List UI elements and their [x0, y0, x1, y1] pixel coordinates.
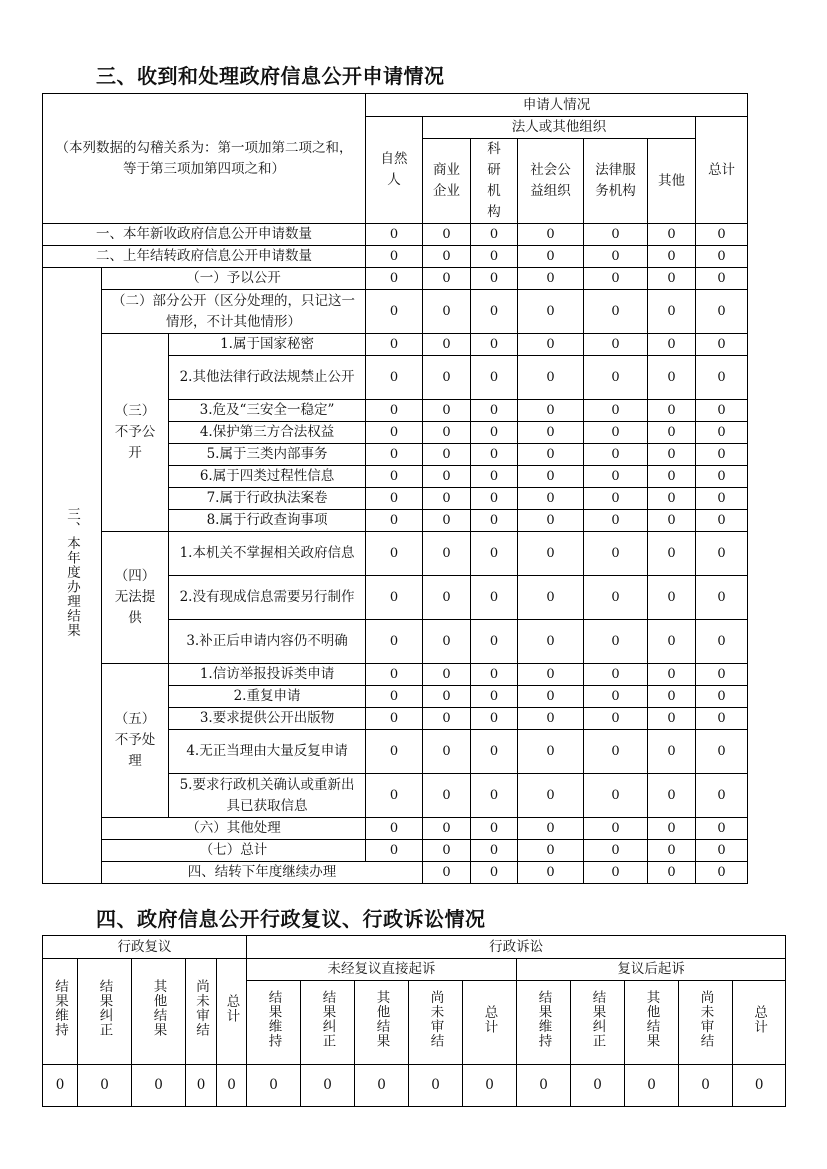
value-cell: 0 — [648, 686, 696, 708]
row-open: （一）予以公开 — [102, 268, 366, 290]
value-cell: 0 — [696, 466, 748, 488]
row-unable-item: 3.补正后申请内容仍不明确 — [169, 620, 366, 664]
value-cell: 0 — [696, 488, 748, 510]
value-cell: 0 — [366, 730, 423, 774]
value-cell: 0 — [584, 840, 648, 862]
value-cell: 0 — [366, 422, 423, 444]
value-cell: 0 — [648, 400, 696, 422]
row-results-total: （七）总计 — [102, 840, 366, 862]
value-cell: 0 — [247, 1065, 301, 1107]
value-cell: 0 — [366, 466, 423, 488]
application-table — [42, 93, 748, 884]
value-cell: 0 — [518, 664, 584, 686]
value-cell: 0 — [648, 356, 696, 400]
value-cell: 0 — [366, 488, 423, 510]
value-cell: 0 — [584, 686, 648, 708]
value-cell: 0 — [518, 488, 584, 510]
value-cell: 0 — [648, 290, 696, 334]
col-header: 结果维持 — [247, 981, 301, 1065]
value-cell: 0 — [648, 774, 696, 818]
value-cell: 0 — [584, 774, 648, 818]
value-cell: 0 — [584, 576, 648, 620]
value-cell: 0 — [696, 246, 748, 268]
value-cell: 0 — [355, 1065, 409, 1107]
value-cell: 0 — [584, 268, 648, 290]
value-cell: 0 — [471, 774, 518, 818]
value-cell: 0 — [648, 730, 696, 774]
value-cell: 0 — [366, 774, 423, 818]
value-cell: 0 — [584, 400, 648, 422]
group-unable-to-provide: （四）无法提供 — [102, 532, 169, 664]
value-cell: 0 — [584, 334, 648, 356]
section4-title: 四、政府信息公开行政复议、行政诉讼情况 — [96, 907, 486, 931]
value-cell: 0 — [518, 576, 584, 620]
value-cell: 0 — [471, 862, 518, 884]
value-cell: 0 — [518, 730, 584, 774]
value-cell: 0 — [423, 488, 471, 510]
value-cell: 0 — [366, 290, 423, 334]
row-not-processed-item: 2.重复申请 — [169, 686, 366, 708]
value-cell: 0 — [471, 620, 518, 664]
value-cell: 0 — [696, 290, 748, 334]
value-cell: 0 — [423, 246, 471, 268]
value-cell: 0 — [518, 620, 584, 664]
value-cell: 0 — [78, 1065, 132, 1107]
value-cell: 0 — [217, 1065, 247, 1107]
col-header: 总计 — [463, 981, 517, 1065]
header-direct-suit: 未经复议直接起诉 — [247, 959, 517, 981]
value-cell: 0 — [584, 488, 648, 510]
header-org-legal-service: 法律服务机构 — [584, 139, 648, 224]
value-cell: 0 — [423, 224, 471, 246]
value-cell: 0 — [584, 818, 648, 840]
value-cell: 0 — [584, 620, 648, 664]
value-cell: 0 — [696, 840, 748, 862]
value-cell: 0 — [301, 1065, 355, 1107]
value-cell: 0 — [696, 862, 748, 884]
value-cell: 0 — [471, 444, 518, 466]
col-header: 结果纠正 — [301, 981, 355, 1065]
col-header: 总计 — [733, 981, 786, 1065]
value-cell: 0 — [423, 268, 471, 290]
value-cell: 0 — [518, 268, 584, 290]
value-cell: 0 — [648, 532, 696, 576]
value-cell: 0 — [696, 224, 748, 246]
value-cell: 0 — [648, 818, 696, 840]
value-cell: 0 — [584, 224, 648, 246]
value-cell: 0 — [186, 1065, 217, 1107]
value-cell: 0 — [366, 356, 423, 400]
value-cell: 0 — [43, 1065, 78, 1107]
value-cell: 0 — [648, 422, 696, 444]
value-cell: 0 — [423, 532, 471, 576]
group-not-disclosed: （三）不予公开 — [102, 334, 169, 532]
value-cell: 0 — [471, 532, 518, 576]
col-header: 结果纠正 — [78, 959, 132, 1065]
col-header: 结果维持 — [517, 981, 571, 1065]
value-cell: 0 — [648, 488, 696, 510]
value-cell: 0 — [696, 268, 748, 290]
row-not-disclosed-item: 7.属于行政执法案卷 — [169, 488, 366, 510]
value-cell: 0 — [471, 466, 518, 488]
row-carry-forward: 四、结转下年度继续办理 — [102, 862, 423, 884]
value-cell: 0 — [584, 730, 648, 774]
value-cell: 0 — [471, 356, 518, 400]
value-cell: 0 — [648, 510, 696, 532]
value-cell: 0 — [584, 422, 648, 444]
col-header: 总计 — [217, 959, 247, 1065]
value-cell: 0 — [648, 466, 696, 488]
col-header: 其他结果 — [355, 981, 409, 1065]
value-cell: 0 — [471, 686, 518, 708]
row-other-handling: （六）其他处理 — [102, 818, 366, 840]
value-cell: 0 — [696, 356, 748, 400]
value-cell: 0 — [423, 708, 471, 730]
value-cell: 0 — [696, 400, 748, 422]
row-not-disclosed-item: 6.属于四类过程性信息 — [169, 466, 366, 488]
value-cell: 0 — [518, 510, 584, 532]
group-not-processed: （五）不予处理 — [102, 664, 169, 818]
value-cell: 0 — [648, 224, 696, 246]
value-cell: 0 — [518, 290, 584, 334]
value-cell: 0 — [471, 334, 518, 356]
header-admin-review: 行政复议 — [43, 936, 247, 959]
value-cell: 0 — [471, 708, 518, 730]
value-cell: 0 — [471, 576, 518, 620]
value-cell: 0 — [696, 334, 748, 356]
row-not-disclosed-item: 4.保护第三方合法权益 — [169, 422, 366, 444]
section3-title: 三、收到和处理政府信息公开申请情况 — [96, 64, 445, 88]
value-cell: 0 — [423, 686, 471, 708]
value-cell: 0 — [423, 620, 471, 664]
value-cell: 0 — [584, 444, 648, 466]
header-admin-litigation: 行政诉讼 — [247, 936, 786, 959]
value-cell: 0 — [366, 510, 423, 532]
value-cell: 0 — [696, 664, 748, 686]
col-header: 其他结果 — [625, 981, 679, 1065]
value-cell: 0 — [463, 1065, 517, 1107]
header-total: 总计 — [696, 117, 748, 224]
value-cell: 0 — [366, 686, 423, 708]
value-cell: 0 — [423, 444, 471, 466]
value-cell: 0 — [648, 708, 696, 730]
value-cell: 0 — [584, 708, 648, 730]
value-cell: 0 — [648, 246, 696, 268]
value-cell: 0 — [518, 334, 584, 356]
header-natural-person: 自然人 — [366, 117, 423, 224]
value-cell: 0 — [366, 818, 423, 840]
value-cell: 0 — [584, 510, 648, 532]
value-cell: 0 — [423, 466, 471, 488]
value-cell: 0 — [366, 224, 423, 246]
value-cell: 0 — [648, 840, 696, 862]
value-cell: 0 — [518, 818, 584, 840]
header-org-public-welfare: 社会公益组织 — [518, 139, 584, 224]
header-suit-after-review: 复议后起诉 — [517, 959, 786, 981]
review-litigation-table — [42, 935, 786, 1107]
value-cell: 0 — [518, 466, 584, 488]
value-cell: 0 — [423, 334, 471, 356]
col-header: 尚未审结 — [409, 981, 463, 1065]
row-carried-over: 二、上年结转政府信息公开申请数量 — [43, 246, 366, 268]
row-unable-item: 1.本机关不掌握相关政府信息 — [169, 532, 366, 576]
value-cell: 0 — [423, 730, 471, 774]
value-cell: 0 — [696, 510, 748, 532]
value-cell: 0 — [648, 444, 696, 466]
row-unable-item: 2.没有现成信息需要另行制作 — [169, 576, 366, 620]
value-cell: 0 — [366, 444, 423, 466]
row-not-disclosed-item: 2.其他法律行政法规禁止公开 — [169, 356, 366, 400]
header-org-business: 商业企业 — [423, 139, 471, 224]
row-not-processed-item: 4.无正当理由大量反复申请 — [169, 730, 366, 774]
value-cell: 0 — [584, 290, 648, 334]
value-cell: 0 — [366, 708, 423, 730]
value-cell: 0 — [471, 488, 518, 510]
value-cell: 0 — [423, 576, 471, 620]
header-org-other: 其他 — [648, 139, 696, 224]
value-cell: 0 — [648, 664, 696, 686]
value-cell: 0 — [584, 356, 648, 400]
value-cell: 0 — [696, 730, 748, 774]
row-not-disclosed-item: 3.危及“三安全一稳定” — [169, 400, 366, 422]
value-cell: 0 — [518, 686, 584, 708]
value-cell: 0 — [648, 862, 696, 884]
value-cell: 0 — [366, 268, 423, 290]
value-cell: 0 — [471, 246, 518, 268]
value-cell: 0 — [696, 444, 748, 466]
value-cell: 0 — [648, 334, 696, 356]
value-cell: 0 — [132, 1065, 186, 1107]
value-cell: 0 — [366, 576, 423, 620]
value-cell: 0 — [584, 862, 648, 884]
row-not-disclosed-item: 1.属于国家秘密 — [169, 334, 366, 356]
value-cell: 0 — [696, 576, 748, 620]
value-cell: 0 — [648, 268, 696, 290]
value-cell: 0 — [696, 422, 748, 444]
row-partial-open: （二）部分公开（区分处理的，只记这一情形，不计其他情形） — [102, 290, 366, 334]
value-cell: 0 — [518, 422, 584, 444]
value-cell: 0 — [518, 356, 584, 400]
header-legal-person: 法人或其他组织 — [423, 117, 696, 139]
value-cell: 0 — [471, 268, 518, 290]
col-header: 结果维持 — [43, 959, 78, 1065]
value-cell: 0 — [423, 840, 471, 862]
value-cell: 0 — [584, 246, 648, 268]
header-org-research: 科研机构 — [471, 139, 518, 224]
value-cell: 0 — [423, 774, 471, 818]
row-not-processed-item: 5.要求行政机关确认或重新出具已获取信息 — [169, 774, 366, 818]
value-cell: 0 — [584, 466, 648, 488]
corner-note: （本列数据的勾稽关系为：第一项加第二项之和，等于第三项加第四项之和） — [43, 94, 366, 224]
value-cell: 0 — [584, 664, 648, 686]
value-cell: 0 — [518, 246, 584, 268]
col-header: 结果纠正 — [571, 981, 625, 1065]
value-cell: 0 — [518, 444, 584, 466]
value-cell: 0 — [518, 400, 584, 422]
row-not-processed-item: 1.信访举报投诉类申请 — [169, 664, 366, 686]
value-cell: 0 — [584, 532, 648, 576]
header-applicant: 申请人情况 — [366, 94, 748, 117]
value-cell: 0 — [366, 532, 423, 576]
col-header: 其他结果 — [132, 959, 186, 1065]
value-cell: 0 — [696, 532, 748, 576]
value-cell: 0 — [366, 246, 423, 268]
group-results: 三、本年度办理结果 — [43, 268, 102, 884]
value-cell: 0 — [518, 532, 584, 576]
row-not-processed-item: 3.要求提供公开出版物 — [169, 708, 366, 730]
value-cell: 0 — [648, 620, 696, 664]
value-cell: 0 — [518, 774, 584, 818]
value-cell: 0 — [423, 422, 471, 444]
value-cell: 0 — [696, 818, 748, 840]
value-cell: 0 — [625, 1065, 679, 1107]
value-cell: 0 — [679, 1065, 733, 1107]
value-cell: 0 — [423, 290, 471, 334]
value-cell: 0 — [517, 1065, 571, 1107]
value-cell: 0 — [518, 862, 584, 884]
col-header: 尚未审结 — [679, 981, 733, 1065]
value-cell: 0 — [696, 686, 748, 708]
value-cell: 0 — [423, 356, 471, 400]
value-cell: 0 — [471, 510, 518, 532]
value-cell: 0 — [471, 818, 518, 840]
col-header: 尚未审结 — [186, 959, 217, 1065]
value-cell: 0 — [471, 290, 518, 334]
row-not-disclosed-item: 5.属于三类内部事务 — [169, 444, 366, 466]
row-new-applications: 一、本年新收政府信息公开申请数量 — [43, 224, 366, 246]
value-cell: 0 — [366, 664, 423, 686]
value-cell: 0 — [409, 1065, 463, 1107]
value-cell: 0 — [471, 664, 518, 686]
value-cell: 0 — [471, 422, 518, 444]
value-cell: 0 — [471, 730, 518, 774]
row-not-disclosed-item: 8.属于行政查询事项 — [169, 510, 366, 532]
value-cell: 0 — [423, 818, 471, 840]
value-cell: 0 — [423, 510, 471, 532]
value-cell: 0 — [648, 576, 696, 620]
value-cell: 0 — [366, 400, 423, 422]
value-cell: 0 — [696, 620, 748, 664]
value-cell: 0 — [423, 664, 471, 686]
value-cell: 0 — [366, 334, 423, 356]
value-cell: 0 — [696, 708, 748, 730]
value-cell: 0 — [423, 400, 471, 422]
value-cell: 0 — [571, 1065, 625, 1107]
value-cell: 0 — [366, 840, 423, 862]
value-cell: 0 — [471, 840, 518, 862]
value-cell: 0 — [518, 224, 584, 246]
value-cell: 0 — [471, 224, 518, 246]
value-cell: 0 — [733, 1065, 786, 1107]
value-cell: 0 — [366, 620, 423, 664]
value-cell: 0 — [471, 400, 518, 422]
value-cell: 0 — [518, 840, 584, 862]
value-cell: 0 — [423, 862, 471, 884]
value-cell: 0 — [518, 708, 584, 730]
value-cell: 0 — [696, 774, 748, 818]
